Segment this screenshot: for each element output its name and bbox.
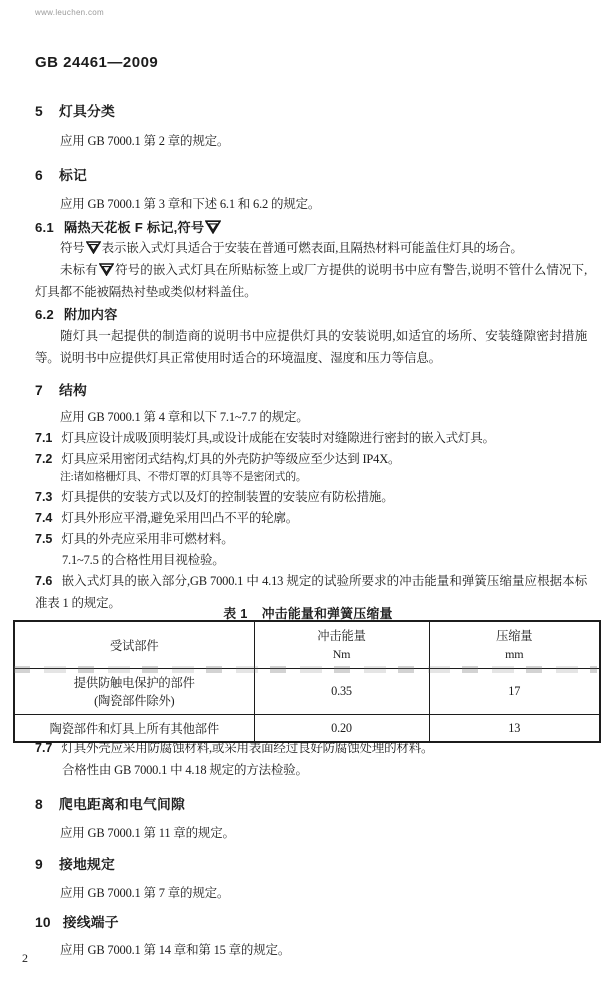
- f-mark-symbol-icon: [205, 220, 221, 234]
- header-cell-part: 受试部件: [14, 621, 254, 669]
- section-number: 5: [35, 104, 43, 119]
- clause-text: 灯具提供的安装方式以及灯的控制装置的安装应有防松措施。: [61, 490, 394, 504]
- section-8-heading: [35, 793, 185, 813]
- section-10-heading: [35, 911, 119, 931]
- clause-7-3: [35, 487, 587, 509]
- clause-number: 7.7: [35, 741, 53, 755]
- section-5-paragraph: 应用 GB 7000.1 第 2 章的规定。: [60, 134, 230, 148]
- clause-title: 附加内容: [63, 307, 118, 322]
- table-caption-label: 表 1: [223, 606, 248, 621]
- table-row: [14, 669, 600, 715]
- clause-7-5-conformity: 7.1~7.5 的合格性用目视检验。: [62, 553, 225, 567]
- section-title: 标记: [59, 168, 87, 183]
- text-run: 符号的嵌入式灯具在所贴标签上或厂方提供的说明书中应有警告,说明不管什么情况下,灯具都不能被隔热衬垫或类似材料盖住。: [35, 263, 588, 299]
- clause-7-7: [35, 738, 587, 760]
- header-energy-unit: Nm: [332, 647, 351, 661]
- section-title: 灯具分类: [59, 104, 115, 119]
- clause-7-2: [35, 449, 587, 471]
- section-title: 爬电距离和电气间隙: [59, 797, 185, 812]
- clause-6-2-heading: [35, 304, 118, 323]
- section-10-paragraph: 应用 GB 7000.1 第 14 章和第 15 章的规定。: [60, 943, 291, 957]
- clause-6-1-paragraph-1: [35, 238, 587, 260]
- section-title: 结构: [59, 383, 87, 398]
- f-mark-symbol-icon: [86, 241, 101, 254]
- clause-7-4: [35, 508, 587, 530]
- text-run: 未标有: [60, 263, 98, 277]
- section-6-heading: [35, 164, 87, 184]
- section-number: 8: [35, 797, 43, 812]
- clause-number: 7.3: [35, 490, 53, 504]
- clause-text: 灯具的外壳应采用非可燃材料。: [61, 532, 234, 546]
- clause-6-1-heading: [35, 217, 222, 236]
- cell-part: 陶瓷部件和灯具上所有其他部件: [14, 715, 254, 743]
- scan-watermark-url: www.leuchen.com: [35, 8, 104, 17]
- clause-7-7-conformity: 合格性由 GB 7000.1 中 4.18 规定的方法检验。: [62, 763, 308, 777]
- clause-7-1: [35, 428, 587, 450]
- clause-6-1-paragraph-2: [35, 260, 587, 303]
- standard-code-header: GB 24461—2009: [35, 54, 159, 71]
- clause-number: 6.2: [35, 307, 54, 322]
- section-title: 接地规定: [59, 857, 115, 872]
- section-title: 接线端子: [62, 915, 119, 930]
- cell-energy: 0.35: [254, 669, 429, 715]
- section-number: 7: [35, 383, 43, 398]
- clause-title: 隔热天花板 F 标记,符号: [63, 220, 205, 235]
- f-mark-symbol-icon: [99, 263, 114, 276]
- header-energy-name: 冲击能量: [317, 629, 366, 643]
- section-7-paragraph: 应用 GB 7000.1 第 4 章和以下 7.1~7.7 的规定。: [60, 410, 309, 424]
- clause-7-5: [35, 529, 587, 551]
- section-9-heading: [35, 853, 115, 873]
- table-caption-title: 冲击能量和弹簧压缩量: [261, 606, 393, 621]
- section-number: 6: [35, 168, 43, 183]
- part-line-2: (陶瓷部件除外): [94, 693, 175, 708]
- header-cell-compression: [429, 621, 600, 669]
- clause-number: 7.4: [35, 511, 53, 525]
- clause-number: 7.6: [35, 574, 53, 588]
- clause-7-2-note: 注:诸如格栅灯具、不带灯罩的灯具等不是密闭式的。: [60, 471, 307, 483]
- header-compression-unit: mm: [505, 647, 524, 661]
- text-run: 表示嵌入式灯具适合于安装在普通可燃表面,且隔热材料可能盖住灯具的场合。: [101, 241, 523, 255]
- clause-number: 7.5: [35, 532, 53, 546]
- section-6-paragraph: 应用 GB 7000.1 第 3 章和下述 6.1 和 6.2 的规定。: [60, 197, 321, 211]
- clause-number: 7.2: [35, 452, 53, 466]
- clause-text: 灯具外形应平滑,避免采用凹凸不平的轮廓。: [61, 511, 299, 525]
- page-number: 2: [22, 951, 28, 965]
- table-1-impact-energy: [13, 620, 601, 743]
- clause-text: 灯具外壳应采用防腐蚀材料,或采用表面经过良好防腐蚀处理的材料。: [61, 741, 434, 755]
- table-header-row: [14, 621, 600, 669]
- header-cell-energy: [254, 621, 429, 669]
- clause-text: 嵌入式灯具的嵌入部分,GB 7000.1 中 4.13 规定的试验所要求的冲击能量和弹簧压缩量应根据本标准表 1 的规定。: [35, 574, 587, 610]
- clause-text: 灯具应设计成吸顶明装灯具,或设计成能在安装时对缝隙进行密封的嵌入式灯具。: [61, 431, 495, 445]
- clause-number: 6.1: [35, 220, 54, 235]
- section-5-heading: [35, 100, 115, 120]
- clause-6-2-paragraph: 随灯具一起提供的制造商的说明书中应提供灯具的安装说明,如适宜的场所、安装缝隙密封措施等。说明书中应提供灯具正常使用时适合的环境温度、湿度和压力等信息。: [35, 329, 587, 365]
- section-8-paragraph: 应用 GB 7000.1 第 11 章的规定。: [60, 826, 235, 840]
- part-line-1: 提供防触电保护的部件: [73, 675, 195, 690]
- text-run: 符号: [60, 241, 85, 255]
- section-7-heading: [35, 379, 87, 399]
- clause-text: 灯具应采用密闭式结构,灯具的外壳防护等级应至少达到 IP4X。: [61, 452, 401, 466]
- section-number: 10: [35, 915, 51, 930]
- section-number: 9: [35, 857, 43, 872]
- cell-compression: 17: [429, 669, 600, 715]
- section-9-paragraph: 应用 GB 7000.1 第 7 章的规定。: [60, 886, 230, 900]
- header-compression-name: 压缩量: [496, 629, 533, 643]
- cell-part: [14, 669, 254, 715]
- cell-energy: 0.20: [254, 715, 429, 743]
- clause-number: 7.1: [35, 431, 53, 445]
- cell-compression: 13: [429, 715, 600, 743]
